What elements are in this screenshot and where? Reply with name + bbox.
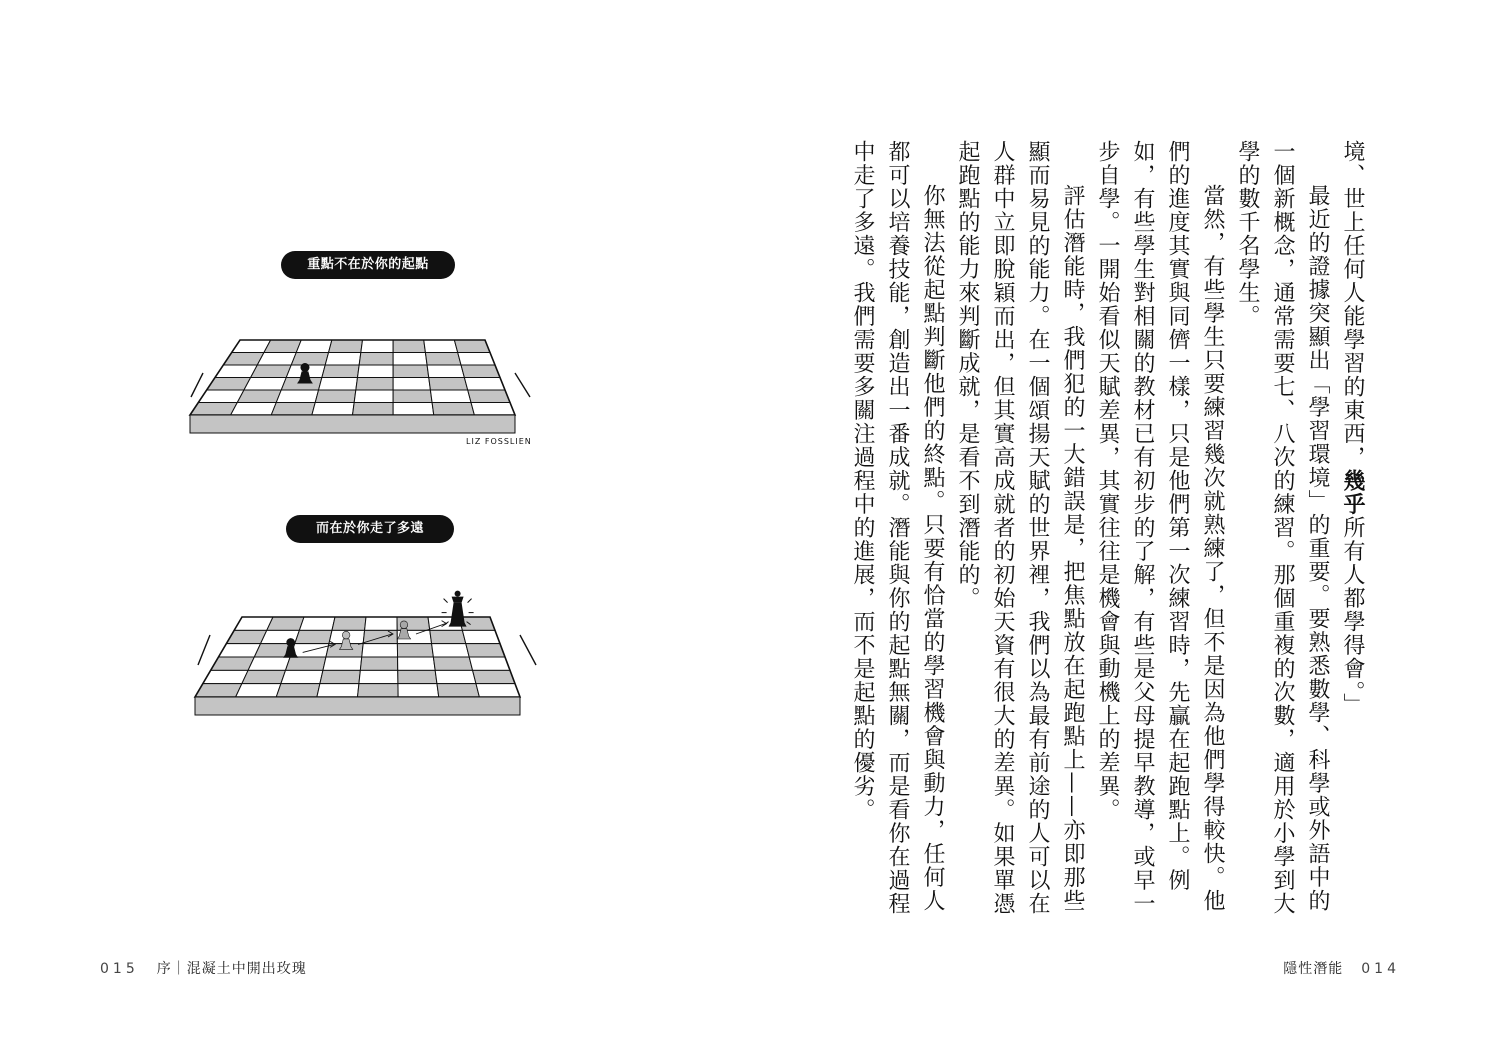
board-square <box>312 403 354 416</box>
board-square <box>242 670 286 683</box>
board-square <box>264 340 301 353</box>
board-square <box>281 670 323 683</box>
text-run: 都可以培養技能，創造出一番成就。潛能與你的起點無關，而是看你在過程 <box>885 140 910 916</box>
motion-line <box>191 373 203 397</box>
board-square <box>429 378 468 391</box>
queen-crown-ball <box>455 591 461 597</box>
text-run: 所有人都學得會。」 <box>1340 516 1365 717</box>
board-square <box>393 353 427 366</box>
board-square <box>322 365 359 378</box>
board-square <box>296 340 332 353</box>
board-edge <box>195 697 520 715</box>
board-square <box>276 390 318 403</box>
motion-line <box>198 635 210 665</box>
text-run: 顯而易見的能力。在一個頌揚天賦的世界裡，我們以為最有前途的人可以在 <box>1025 140 1050 916</box>
board-square <box>365 617 398 630</box>
text-run: 人群中立即脫穎而出，但其實高成就者的初始天資有很大的差異。如果單憑 <box>990 140 1015 916</box>
board-square <box>464 378 505 391</box>
board-square <box>432 644 470 657</box>
board-square <box>471 403 515 416</box>
board-square <box>361 340 393 353</box>
body-paragraph <box>1335 140 1370 840</box>
board-square <box>359 353 393 366</box>
body-paragraph <box>880 140 915 916</box>
text-run: 當然，有些學生只要練習幾次就熟練了，但不是因為他們學得較快。他 <box>1200 184 1225 913</box>
page-number-right: 014 <box>1361 961 1400 977</box>
board-square <box>359 670 398 683</box>
board-square <box>299 617 335 630</box>
board-square <box>427 365 464 378</box>
board-square <box>237 390 281 403</box>
body-paragraph <box>1195 140 1230 913</box>
board-square <box>231 403 277 416</box>
body-paragraph <box>1090 140 1125 840</box>
board-square <box>286 657 326 670</box>
board-square <box>251 365 292 378</box>
sparkle-line <box>444 599 448 603</box>
body-paragraph <box>915 140 950 913</box>
queen-crown <box>452 597 464 603</box>
board-square <box>398 684 439 697</box>
page-number-left: 015 <box>100 961 139 977</box>
body-text-vertical <box>845 140 1370 916</box>
body-paragraph <box>985 140 1020 916</box>
pawn-head <box>287 638 295 646</box>
body-paragraph <box>1020 140 1055 916</box>
emphasis-text: 幾乎 <box>1340 469 1365 516</box>
board-square <box>315 390 356 403</box>
board-square <box>393 403 434 416</box>
board-square <box>430 390 471 403</box>
board-square <box>291 353 328 366</box>
text-run: 學的數千名學生。 <box>1235 140 1260 328</box>
pawn-head <box>400 621 408 629</box>
board-square <box>356 378 393 391</box>
board-square <box>267 617 304 630</box>
body-paragraph <box>1055 140 1090 913</box>
board-square <box>393 378 430 391</box>
board-square <box>435 670 476 683</box>
board-square <box>362 644 398 657</box>
board-square <box>358 684 399 697</box>
body-paragraph <box>1125 140 1160 916</box>
board-square <box>317 684 359 697</box>
footer-right <box>1283 958 1400 978</box>
body-paragraph <box>1230 140 1265 840</box>
pawn-head <box>342 631 350 639</box>
board-square <box>271 403 315 416</box>
footer-left <box>100 958 307 978</box>
board-square <box>458 353 495 366</box>
board-square <box>398 657 436 670</box>
board-square <box>329 340 363 353</box>
board-square <box>319 378 358 391</box>
board-square <box>393 365 429 378</box>
running-title-right: 隱性潛能 <box>1283 961 1344 977</box>
board-square <box>466 644 505 657</box>
queen-body <box>449 603 467 627</box>
board-square <box>358 365 394 378</box>
board-square <box>354 390 393 403</box>
text-run: 一個新概念，通常需要七、八次的練習。那個重複的次數，適用於小學到大 <box>1270 140 1295 916</box>
chessboard-illustration-progress <box>190 585 540 720</box>
board-square <box>276 684 320 697</box>
board-square <box>325 353 361 366</box>
board-square <box>257 353 296 366</box>
board-square <box>473 670 515 683</box>
board-square <box>393 390 432 403</box>
body-paragraph <box>845 140 880 840</box>
board-square <box>353 403 394 416</box>
board-square <box>360 657 397 670</box>
caption-badge-starting-point: 重點不在於你的起點 <box>281 251 455 279</box>
board-square <box>323 657 362 670</box>
text-run: 中走了多遠。我們需要多關注過程中的進展，而不是起點的優劣。 <box>850 140 875 822</box>
caption-badge-how-far: 而在於你走了多遠 <box>286 515 454 543</box>
text-run: 步自學。一開始看似天賦差異，其實往往是機會與動機上的差異。 <box>1095 140 1120 822</box>
pawn-head <box>301 363 309 371</box>
text-run: 們的進度其實與同儕一樣，只是他們第一次練習時，先贏在起跑點上。例 <box>1165 140 1190 892</box>
board-square <box>432 403 474 416</box>
board-square <box>236 684 281 697</box>
board-square <box>397 644 433 657</box>
board-square <box>433 657 472 670</box>
board-edge <box>190 415 515 433</box>
board-square <box>462 630 500 643</box>
board-square <box>424 340 458 353</box>
text-run: 你無法從起點判斷他們的終點。只要有恰當的學習機會與動力，任何人 <box>920 184 945 913</box>
board-square <box>469 657 510 670</box>
board-square <box>476 684 520 697</box>
board-square <box>430 630 466 643</box>
chessboard-illustration-start <box>185 335 535 440</box>
board-square <box>332 617 366 630</box>
board-square <box>248 657 290 670</box>
board-square <box>425 353 461 366</box>
motion-line <box>515 373 530 397</box>
body-paragraph <box>950 140 985 840</box>
board-square <box>468 390 510 403</box>
illustrator-credit: LIZ FOSSLIEN <box>466 437 532 446</box>
board-square <box>437 684 479 697</box>
body-paragraph <box>1300 140 1335 913</box>
board-square <box>461 365 500 378</box>
text-run: 評估潛能時，我們犯的一大錯誤是，把焦點放在起跑點上——亦即那些 <box>1060 184 1085 913</box>
body-paragraph <box>1265 140 1300 916</box>
board-square <box>244 378 286 391</box>
body-paragraph <box>1160 140 1195 892</box>
sparkle-line <box>468 599 472 603</box>
running-title-left: 序｜混凝土中開出玫瑰 <box>156 961 307 977</box>
text-run: 起跑點的能力來判斷成就，是看不到潛能的。 <box>955 140 980 610</box>
text-run: 境、世上任何人能學習的東西， <box>1340 140 1365 469</box>
board-square <box>398 670 437 683</box>
text-run: 如，有些學生對相關的教材已有初步的了解，有些是父母提早教導，或早一 <box>1130 140 1155 916</box>
text-run: 最近的證據突顯出「學習環境」的重要。要熟悉數學、科學或外語中的 <box>1305 184 1330 913</box>
board-square <box>393 340 425 353</box>
board-square <box>454 340 490 353</box>
board-square <box>320 670 360 683</box>
motion-line <box>520 635 536 665</box>
board-square <box>295 630 332 643</box>
